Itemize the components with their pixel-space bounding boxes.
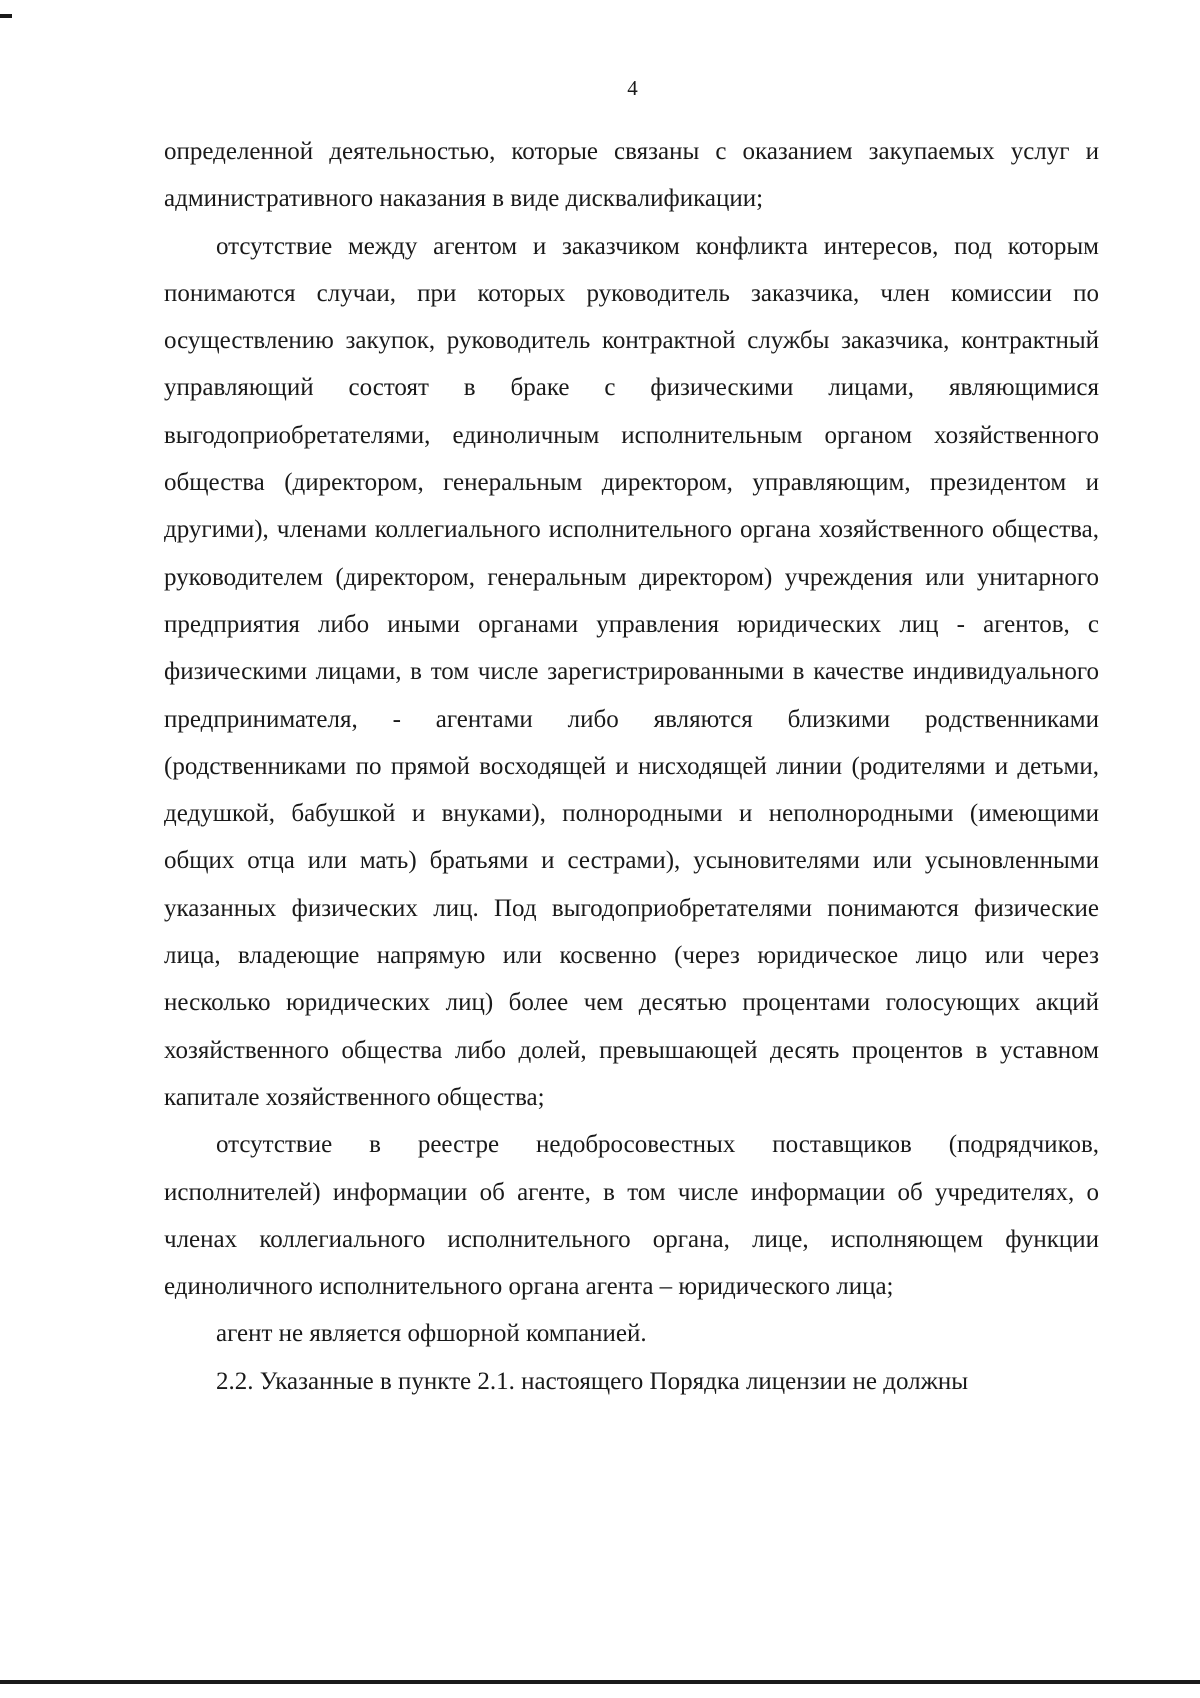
scan-corner-mark (0, 14, 12, 18)
paragraph-continuation: определенной деятельностью, которые связаны с оказанием закупаемых услуг и административного наказания в виде дисквалификации; (164, 138, 1099, 213)
paragraph-clause-2-2: 2.2. Указанные в пункте 2.1. настоящего Порядка лицензии не должны (216, 1367, 969, 1395)
paragraph-conflict-of-interest: отсутствие между агентом и заказчиком конфликта интересов, под которым понимаются случаи, при которых руководитель заказчика, член комиссии по осуществлению закупок, руководитель контрактной службы заказчика, контрактный управляющий состоят в браке с физическими лицами, являющимися выгодоприобретателями, единоличным исполнительным органом хозяйственного общества (директором, генеральным директором, управляющим, президентом и другими), членами коллегиального исполнительного органа хозяйственного общества, руководителем (директором, генеральным директором) учреждения или унитарного предприятия либо иными органами управления юридических лиц - агентов, с физическими лицами, в том числе зарегистрированными в качестве индивидуального предпринимателя, - агентами либо являются близкими родственниками (родственниками по прямой восходящей и нисходящей линии (родителями и детьми, дедушкой, бабушкой и внуками), полнородными и неполнородными (имеющими общих отца или мать) братьями и сестрами), усыновителями или усыновленными указанных физических лиц. Под выгодоприобретателями понимаются физические лица, владеющие напрямую или косвенно (через юридическое лицо или через несколько юридических лиц) более чем десятью процентами голосующих акций хозяйственного общества либо долей, превышающей десять процентов в уставном капитале хозяйственного общества; (164, 232, 1099, 1111)
document-body (164, 128, 1099, 1405)
page-number: 4 (627, 76, 638, 100)
scan-bottom-rule (0, 1680, 1200, 1684)
paragraph-offshore: агент не является офшорной компанией. (216, 1320, 647, 1348)
paragraph-unfair-suppliers-registry: отсутствие в реестре недобросовестных поставщиков (подрядчиков, исполнителей) информации об агенте, в том числе информации об учредителях, о членах коллегиального исполнительного органа, лице, исполняющем функции единоличного исполнительного органа агента – юридического лица; (164, 1131, 1099, 1301)
